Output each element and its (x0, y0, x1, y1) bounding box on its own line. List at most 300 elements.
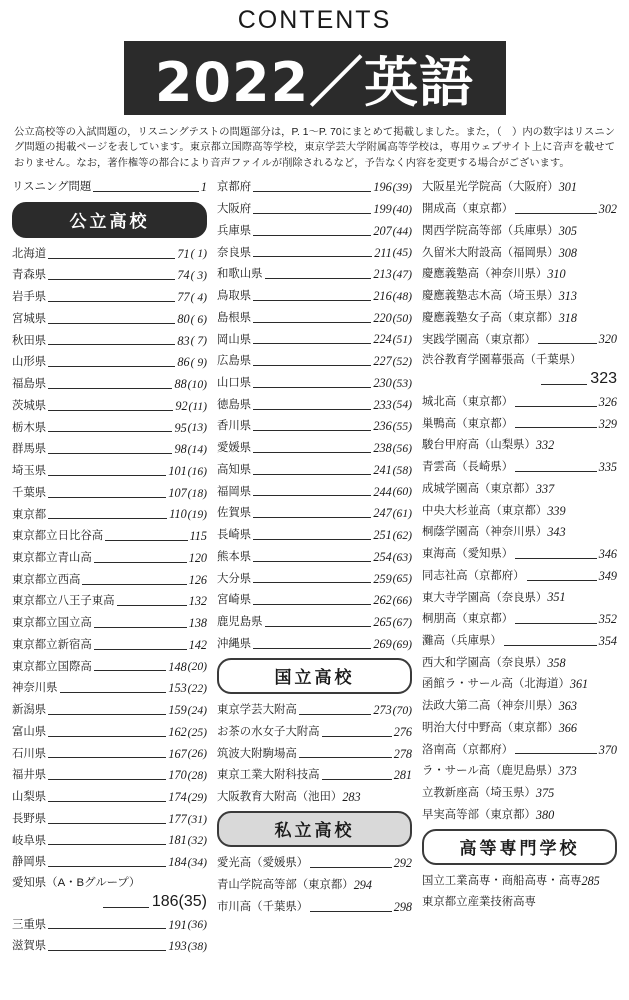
list-item-label: 同志社高（京都府） (422, 569, 525, 582)
track-number: (11) (188, 399, 207, 413)
list-item[interactable] (12, 420, 207, 436)
list-item-label: 市川高（千葉県） (217, 900, 309, 913)
list-item[interactable] (217, 702, 412, 718)
list-item[interactable] (12, 746, 207, 762)
list-item[interactable] (12, 637, 207, 653)
page-number: 308 (558, 245, 577, 260)
list-item[interactable] (12, 376, 207, 392)
list-item[interactable] (217, 418, 412, 434)
page-number: 343 (547, 525, 566, 540)
leader-line (48, 823, 166, 824)
list-item[interactable] (217, 724, 412, 740)
track-number: ( 3) (190, 269, 207, 283)
track-number: (29) (187, 790, 207, 804)
track-number: (63) (392, 550, 412, 564)
page-number: 352 (598, 612, 617, 627)
list-item[interactable] (12, 615, 207, 631)
leader-line (48, 866, 166, 867)
page-number: 283 (342, 790, 361, 805)
private-list-part2 (422, 179, 617, 823)
page-number: 162 (168, 724, 187, 739)
list-item-label: 京都府 (217, 181, 252, 194)
page-number: 181 (168, 833, 187, 848)
list-item-label: 東京都立西高 (12, 573, 81, 586)
list-item-label: 明治大付中野高（東京都） (422, 721, 559, 734)
private-list-part1 (217, 855, 412, 915)
list-item-label: 桐朋高（東京都） (422, 613, 514, 626)
leader-line (48, 301, 175, 302)
track-number: ( 7) (190, 334, 207, 348)
list-item[interactable] (12, 311, 207, 327)
list-item-label: 東海高（愛知県） (422, 548, 514, 561)
leader-line (48, 344, 175, 345)
list-item-label: 愛光高（愛媛県） (217, 857, 309, 870)
list-item-label: 筑波大附駒場高 (217, 747, 297, 760)
column-2 (217, 179, 412, 920)
list-item-label: 宮崎県 (217, 594, 252, 607)
list-item[interactable] (422, 763, 617, 779)
leader-line (48, 497, 166, 498)
page-number: 196 (373, 180, 392, 195)
page-number: 335 (598, 460, 617, 475)
page-number: 370 (598, 742, 617, 757)
leader-line (82, 584, 186, 585)
page-number: 247 (373, 506, 392, 521)
leader-line (253, 343, 371, 344)
leader-line (48, 475, 166, 476)
list-item-label: 北海道 (12, 247, 47, 260)
list-item[interactable] (217, 636, 412, 652)
leader-line (48, 410, 173, 411)
page-number: 294 (353, 878, 372, 893)
leader-line (253, 430, 371, 431)
list-item[interactable] (12, 702, 207, 718)
list-item-label: 広島県 (217, 355, 252, 368)
page-number: 71 (177, 246, 190, 261)
page-number: 216 (373, 288, 392, 303)
list-item[interactable] (217, 484, 412, 500)
list-item-label: 東京都立産業技術高専 (422, 895, 536, 908)
page-number: 77 (177, 290, 190, 305)
list-item[interactable] (217, 179, 412, 195)
list-item[interactable] (12, 463, 207, 479)
list-item[interactable] (422, 459, 617, 475)
leader-line (48, 453, 172, 454)
track-number: (24) (187, 703, 207, 717)
leader-line (93, 191, 199, 192)
list-item[interactable] (12, 550, 207, 566)
list-item[interactable] (422, 589, 617, 605)
list-item[interactable] (217, 877, 412, 893)
page-number: 285 (581, 874, 600, 889)
track-number: (44) (392, 224, 412, 238)
page-number: 366 (558, 720, 577, 735)
list-item-label: 長野県 (12, 812, 47, 825)
page-number: 278 (393, 746, 412, 761)
page-number: 80 (177, 311, 190, 326)
national-list (217, 702, 412, 805)
track-number: (19) (187, 508, 207, 522)
list-item[interactable] (422, 568, 617, 584)
page-number: 349 (598, 568, 617, 583)
list-item[interactable] (422, 179, 617, 195)
track-number: (20) (187, 660, 207, 674)
leader-line (48, 258, 175, 259)
leader-line (94, 627, 187, 628)
page-number: 361 (569, 677, 589, 692)
page-number: 354 (598, 633, 617, 648)
list-item-label: 立教新座高（埼玉県） (422, 787, 536, 800)
list-item-label: 静岡県 (12, 856, 47, 869)
list-item[interactable] (422, 807, 617, 823)
page-number: 259 (373, 571, 392, 586)
leader-line (253, 191, 371, 192)
leader-line (48, 323, 175, 324)
list-item-label: 慶應義塾女子高（東京都） (422, 311, 559, 324)
list-item[interactable] (422, 394, 617, 410)
leader-line (515, 471, 597, 472)
list-item-label: 大阪教育大附高（池田） (217, 791, 343, 804)
list-item-label: 東京都立青山高 (12, 552, 92, 564)
list-item[interactable] (422, 201, 617, 217)
track-number: (10) (187, 377, 207, 391)
page-number: 98 (174, 442, 187, 457)
track-number: (35) (178, 893, 207, 911)
track-number: (67) (392, 615, 412, 629)
list-item[interactable] (217, 310, 412, 326)
track-number: (47) (392, 268, 412, 282)
list-item[interactable] (12, 528, 207, 544)
track-number: (39) (392, 181, 412, 195)
list-item[interactable] (217, 899, 412, 915)
leader-line (48, 844, 166, 845)
leader-line (60, 692, 167, 693)
list-item-label: 高知県 (217, 463, 252, 476)
list-item[interactable] (217, 614, 412, 630)
list-item[interactable] (217, 789, 412, 805)
page-number: 262 (373, 593, 392, 608)
list-item-label: 慶應義塾志木高（埼玉県） (422, 290, 559, 303)
list-item[interactable] (12, 506, 207, 522)
list-item-label: 山口県 (217, 376, 252, 389)
list-item-label: ラ・サール高（鹿児島県） (422, 765, 559, 778)
list-item-label: 青森県 (12, 269, 47, 282)
leader-line (48, 736, 166, 737)
list-item[interactable] (12, 659, 207, 675)
list-item[interactable] (422, 720, 617, 736)
page-number: 101 (168, 464, 187, 478)
track-number: ( 1) (190, 247, 207, 261)
page-number: 1 (200, 180, 207, 195)
page-number: 310 (547, 267, 566, 282)
list-item[interactable] (217, 746, 412, 762)
list-item-label: 沖縄県 (217, 637, 252, 650)
leader-line (265, 626, 372, 627)
list-item[interactable] (422, 655, 617, 671)
leader-line (48, 518, 167, 519)
page-number: 298 (393, 899, 412, 914)
list-item-listening[interactable] (12, 179, 207, 195)
list-item[interactable] (12, 893, 207, 911)
list-item[interactable] (217, 440, 412, 456)
page-number: 292 (393, 856, 412, 871)
page-number: 254 (373, 549, 392, 564)
leader-line (310, 911, 392, 912)
leader-line (253, 235, 371, 236)
list-item[interactable] (12, 485, 207, 501)
list-item-label: 長崎県 (217, 529, 252, 542)
list-item[interactable] (217, 527, 412, 543)
list-item-label: 駿台甲府高（山梨県） (422, 439, 536, 452)
technical-list (422, 873, 617, 910)
list-item[interactable] (422, 633, 617, 649)
list-item[interactable] (12, 354, 207, 370)
list-item[interactable] (422, 742, 617, 758)
list-item[interactable] (217, 223, 412, 239)
track-number: (45) (392, 246, 412, 260)
list-item[interactable] (12, 789, 207, 805)
list-item-label: 福岡県 (217, 485, 252, 498)
list-item[interactable] (217, 855, 412, 871)
page-number: 193 (168, 939, 187, 954)
list-item-label: リスニング問題 (12, 181, 92, 194)
list-item[interactable] (12, 267, 207, 283)
list-item-label: 奈良県 (217, 246, 252, 259)
list-item[interactable] (217, 505, 412, 521)
leader-line (253, 474, 371, 475)
page-number: 332 (535, 438, 555, 453)
list-item[interactable] (217, 549, 412, 565)
list-item[interactable] (422, 524, 617, 540)
list-item[interactable] (12, 832, 207, 848)
track-number: (51) (392, 333, 412, 347)
list-item[interactable] (217, 767, 412, 783)
leader-line (265, 278, 372, 279)
page-number: 92 (175, 398, 188, 413)
list-item-label: 岐阜県 (12, 834, 47, 847)
list-item[interactable] (12, 724, 207, 740)
page-number: 170 (168, 768, 187, 783)
list-item[interactable] (422, 288, 617, 304)
page-number: 305 (558, 223, 577, 238)
list-item-label: 三重県 (12, 918, 47, 931)
page-number: 337 (535, 481, 555, 496)
list-item[interactable] (12, 289, 207, 305)
list-item[interactable] (422, 546, 617, 562)
page-number: 301 (558, 180, 577, 195)
list-item-label: 東京都 (12, 508, 47, 521)
list-item-label: 東京都立日比谷高 (12, 530, 104, 543)
leader-line (253, 604, 371, 605)
list-item[interactable] (12, 333, 207, 349)
list-item[interactable] (422, 481, 617, 497)
track-number: (25) (187, 725, 207, 739)
page-number: 375 (535, 786, 555, 801)
leader-line (103, 907, 149, 908)
list-item-label: 青雲高（長崎県） (422, 461, 514, 474)
page-number: 358 (547, 655, 566, 670)
list-item[interactable] (217, 331, 412, 347)
track-number: (55) (392, 420, 412, 434)
leader-line (48, 928, 166, 929)
page-number: 184 (168, 855, 187, 870)
list-item-label: 大阪星光学院高（大阪府） (422, 181, 559, 194)
page-number: 224 (373, 332, 392, 347)
list-item[interactable] (217, 462, 412, 478)
leader-line (48, 714, 166, 715)
list-item[interactable] (422, 266, 617, 282)
list-item[interactable] (217, 266, 412, 282)
list-item[interactable] (422, 370, 617, 388)
list-item-label: 法政大第二高（神奈川県） (422, 700, 559, 713)
page-number: 142 (188, 637, 207, 652)
page-number: 241 (373, 462, 392, 477)
list-item-label: 早実高等部（東京都） (422, 808, 536, 821)
leader-line (117, 605, 187, 606)
list-item-label: 東京都立国際高 (12, 660, 92, 673)
list-item[interactable] (422, 223, 617, 239)
list-item-label: 栃木県 (12, 421, 47, 434)
list-item-label: 秋田県 (12, 334, 47, 347)
list-item[interactable] (12, 680, 207, 696)
list-item[interactable] (422, 873, 617, 889)
list-item[interactable] (422, 895, 617, 910)
page-number: 132 (188, 594, 207, 609)
list-item[interactable] (422, 331, 617, 347)
list-item-label: 愛知県（A・Bグループ） (12, 876, 141, 889)
list-item-label: 神奈川県 (12, 682, 58, 695)
list-item[interactable] (12, 572, 207, 588)
page-number: 281 (393, 768, 412, 783)
track-number: (18) (187, 486, 207, 500)
page-number: 74 (177, 268, 190, 283)
page-number: 167 (168, 746, 187, 761)
list-item-label: 青山学院高等部（東京都） (217, 879, 354, 892)
leader-line (48, 431, 172, 432)
page-number: 265 (373, 615, 392, 629)
list-item[interactable] (422, 437, 617, 453)
leader-line (48, 366, 175, 367)
leader-line (504, 645, 597, 646)
page-number: 313 (558, 288, 577, 303)
list-item[interactable] (12, 917, 207, 933)
page-number: 126 (188, 572, 207, 587)
list-item-label: 洛南高（京都府） (422, 743, 514, 756)
page-number: 211 (374, 245, 392, 260)
leader-line (253, 256, 372, 257)
list-item[interactable] (422, 503, 617, 519)
list-item[interactable] (217, 245, 412, 261)
list-item[interactable] (422, 611, 617, 627)
track-number: (40) (392, 202, 412, 216)
list-item-label: 香川県 (217, 420, 252, 433)
leader-line (94, 649, 187, 650)
list-item[interactable] (422, 245, 617, 261)
list-item[interactable] (217, 201, 412, 217)
page-number: 88 (174, 377, 187, 392)
list-item[interactable] (217, 571, 412, 587)
list-item-label: 大分県 (217, 572, 252, 585)
list-item[interactable] (12, 938, 207, 954)
list-item-label: 島根県 (217, 311, 252, 324)
list-item[interactable] (422, 676, 617, 692)
page-number: 191 (168, 917, 187, 932)
list-item[interactable] (217, 375, 412, 391)
list-item-label: お茶の水女子大附高 (217, 725, 320, 738)
page-number: 227 (373, 354, 392, 369)
track-number: (34) (187, 856, 207, 870)
list-item[interactable] (12, 441, 207, 457)
list-item[interactable] (12, 854, 207, 870)
list-item-label: 東京学芸大附高 (217, 704, 297, 717)
leader-line (538, 343, 597, 344)
page-number: 148 (168, 659, 187, 674)
list-item[interactable] (217, 288, 412, 304)
list-item[interactable] (217, 592, 412, 608)
contents-columns (12, 179, 617, 960)
track-number: ( 6) (190, 312, 207, 326)
leader-line (253, 495, 371, 496)
page-number: 120 (188, 550, 207, 565)
leader-line (253, 365, 371, 366)
leader-line (253, 409, 371, 410)
public-list-part1 (12, 246, 207, 955)
leader-line (310, 867, 392, 868)
list-item-label: 新潟県 (12, 704, 47, 717)
page-number: 326 (598, 394, 617, 409)
track-number: (62) (392, 528, 412, 542)
list-item-label: 渋谷教育学園幕張高（千葉県） (422, 354, 582, 367)
list-item[interactable] (12, 811, 207, 827)
page-number: 269 (373, 636, 392, 651)
section-heading-public: 公立高校 (12, 202, 207, 238)
section-heading-private: 私立高校 (217, 811, 412, 847)
page-number: 83 (177, 333, 190, 348)
track-number: (54) (392, 398, 412, 412)
leader-line (515, 558, 597, 559)
page-number: 95 (174, 420, 187, 435)
track-number: (52) (392, 355, 412, 368)
list-item[interactable] (422, 416, 617, 432)
list-item[interactable] (217, 397, 412, 413)
page-number: 346 (598, 547, 617, 561)
page-number: 302 (598, 202, 617, 217)
column-3 (422, 179, 617, 915)
list-item[interactable] (422, 698, 617, 714)
track-number: (66) (392, 594, 412, 608)
page-number: 244 (373, 484, 392, 499)
list-item-label: 慶應義塾高（神奈川県） (422, 268, 548, 281)
list-item-label: 東大寺学園高（奈良県） (422, 591, 548, 604)
list-item-label: 関西学院高等部（兵庫県） (422, 224, 559, 237)
list-item[interactable] (12, 246, 207, 262)
year-banner: 2022／英語 (124, 41, 506, 115)
track-number: (32) (187, 834, 207, 848)
list-item[interactable] (12, 398, 207, 414)
list-item-label: 千葉県 (12, 486, 47, 499)
leader-line (94, 670, 167, 671)
leader-line (515, 406, 597, 407)
list-item[interactable] (12, 767, 207, 783)
list-item[interactable] (422, 310, 617, 326)
list-item[interactable] (12, 593, 207, 609)
list-item-label: 城北高（東京都） (422, 395, 514, 408)
page-number: 110 (169, 507, 187, 522)
list-item-label: 茨城県 (12, 399, 47, 412)
list-item[interactable] (422, 785, 617, 801)
list-item[interactable] (217, 353, 412, 369)
page-number: 380 (535, 807, 555, 822)
